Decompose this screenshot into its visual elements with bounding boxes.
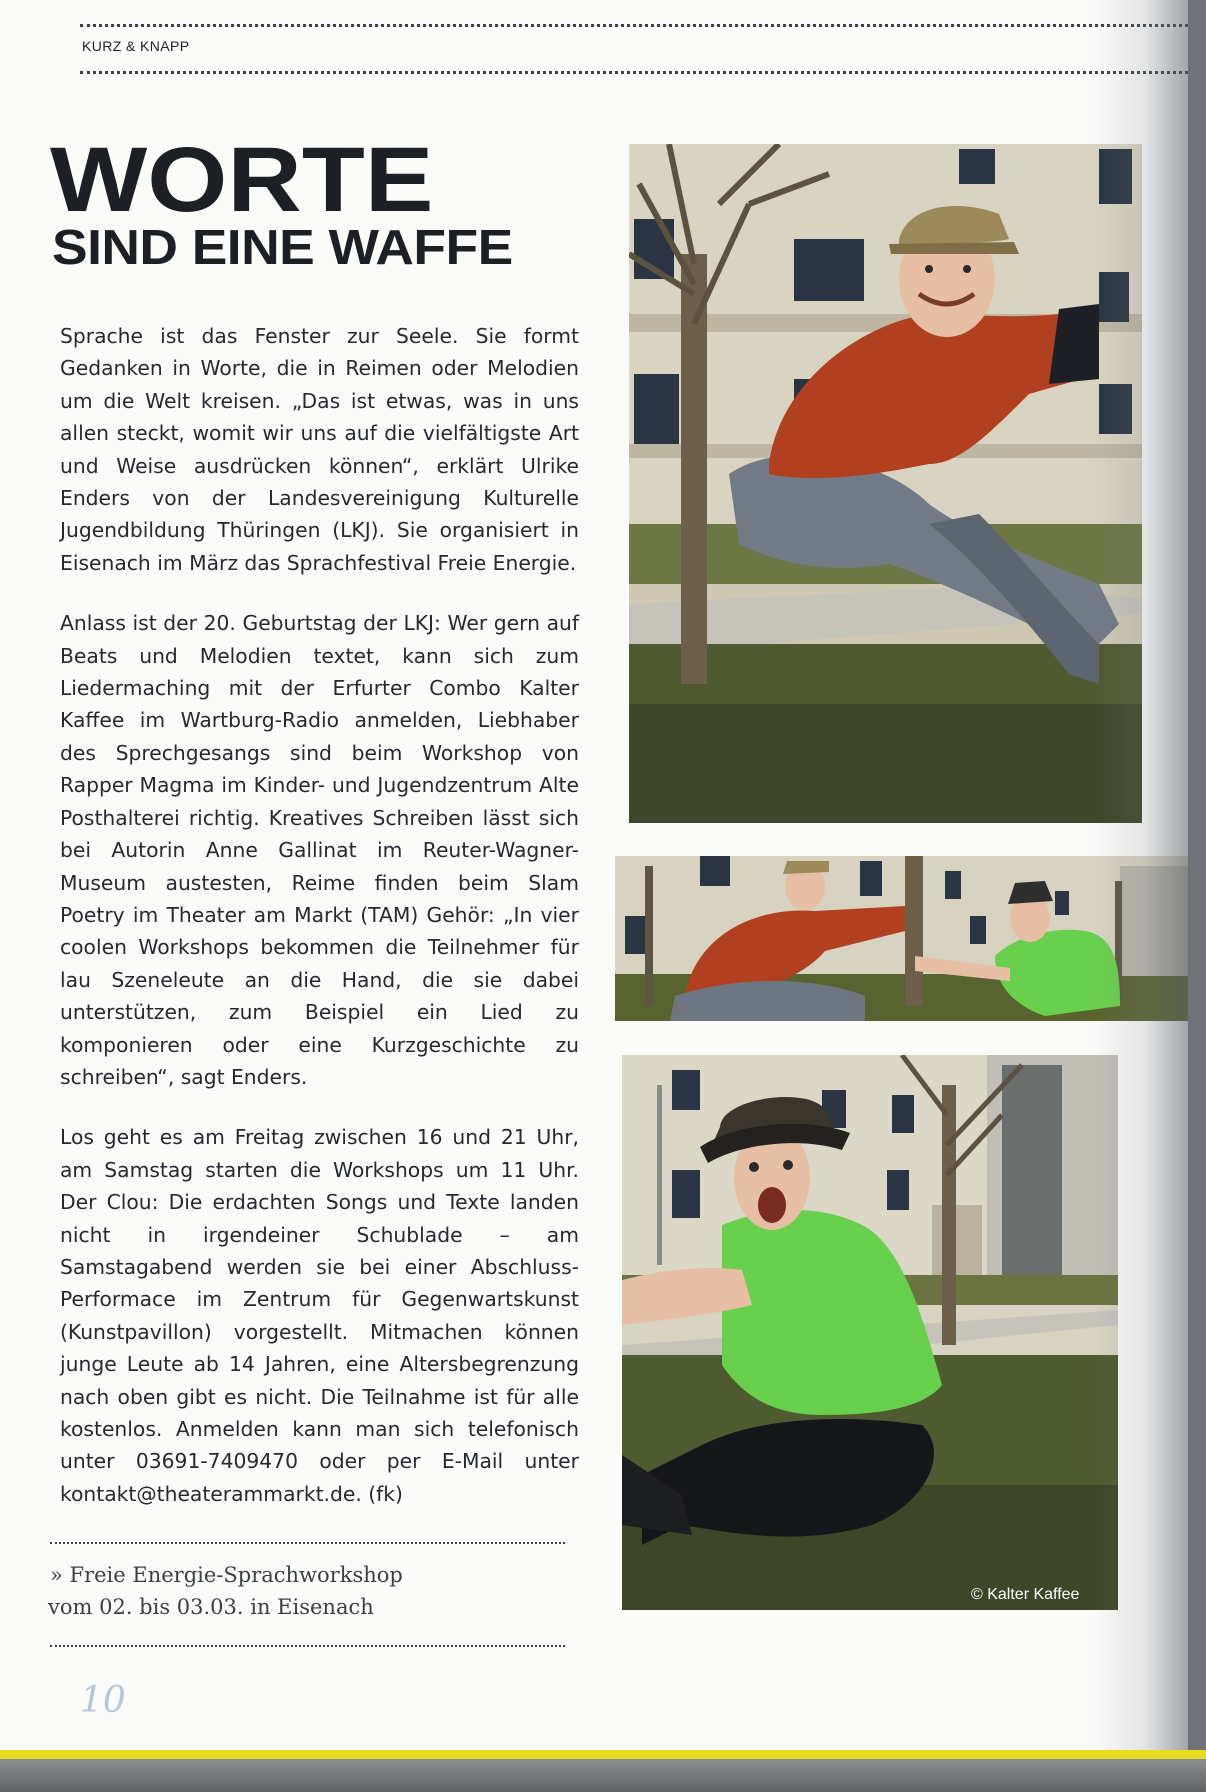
section-label: KURZ & KNAPP: [82, 38, 190, 54]
photo-man-green-shirt: [622, 1055, 1118, 1610]
photo-man-red-sweater: [629, 144, 1142, 823]
article-body: [60, 320, 579, 1538]
event-note-date: vom 02. bis 03.03. in Eisenach: [48, 1595, 374, 1619]
paragraph-3: Los geht es am Freitag zwischen 16 und 21 Uhr, am Samstag starten die Workshops um 11 Uhr. Der Clou: Die erdachten Songs und Texte landen nicht in irgendeiner Schublade – am Samstagabend werden sie bei einer Abschluss-Performace im Zentrum für Gegenwartskunst (Kunstpavillon) vorgestellt. Mitmachen können junge Leute ab 14 Jahren, eine Altersbegrenzung nach oben gibt es nicht. Die Teilnahme ist für alle kostenlos. Anmelden kann man sich telefonisch unter 03691-7409470 oder per E-Mail unter kontakt@theaterammarkt.de. (fk): [60, 1125, 579, 1506]
page-number: 10: [80, 1680, 126, 1721]
event-note: [48, 1559, 403, 1623]
yellow-bottom-rule: [0, 1750, 1206, 1759]
section-dotted-rule: [80, 71, 1188, 74]
headline-line-1: WORTE: [50, 129, 434, 231]
event-note-title: » Freie Energie-Sprachworkshop: [50, 1563, 403, 1587]
photo-3-illustration: [622, 1055, 1118, 1610]
paragraph-2: Anlass ist der 20. Geburtstag der LKJ: Wer gern auf Beats und Melodien textet, kann sich zum Liedermaching mit der Erfurter Combo Kalter Kaffee im Wartburg-Radio anmelden, Liebhaber des Sprechgesangs sind beim Workshop von Rapper Magma im Kinder- und Jugendzentrum Alte Posthalterei richtig. Kreatives Schreiben lässt sich bei Autorin Anne Gallinat im Reuter-Wagner-Museum austesten, Reime finden beim Slam Poetry im Theater am Markt (TAM) Gehör: „In vier coolen Workshops bekommen die Teilnehmer für lau Szeneleute an die Hand, die sie dabei unterstützen, zum Beispiel ein Lied zu komponieren oder eine Kurzgeschichte zu schreiben“, sagt Enders.: [60, 611, 579, 1089]
binding-gutter-shadow: [1093, 0, 1188, 1750]
photo-1-illustration: [629, 144, 1142, 823]
paragraph-1: Sprache ist das Fenster zur Seele. Sie formt Gedanken in Worte, die in Reimen oder Melodien um die Welt kreisen. „Das ist etwas, was in uns allen steckt, womit wir uns auf die vielfältigste Art und Weise ausdrücken können“, erklärt Ulrike Enders von der Landesvereinigung Kulturelle Jugendbildung Thüringen (LKJ). Sie organisiert in Eisenach im März das Sprachfestival Freie Energie.: [60, 324, 579, 575]
photo-credit: © Kalter Kaffee: [971, 1586, 1080, 1603]
headline-line-2: SIND EINE WAFFE: [52, 221, 513, 275]
top-dotted-rule: [80, 24, 1188, 27]
scan-bottom-edge: [0, 1759, 1206, 1792]
note-top-rule: [50, 1542, 565, 1544]
note-bottom-rule: [50, 1645, 565, 1647]
